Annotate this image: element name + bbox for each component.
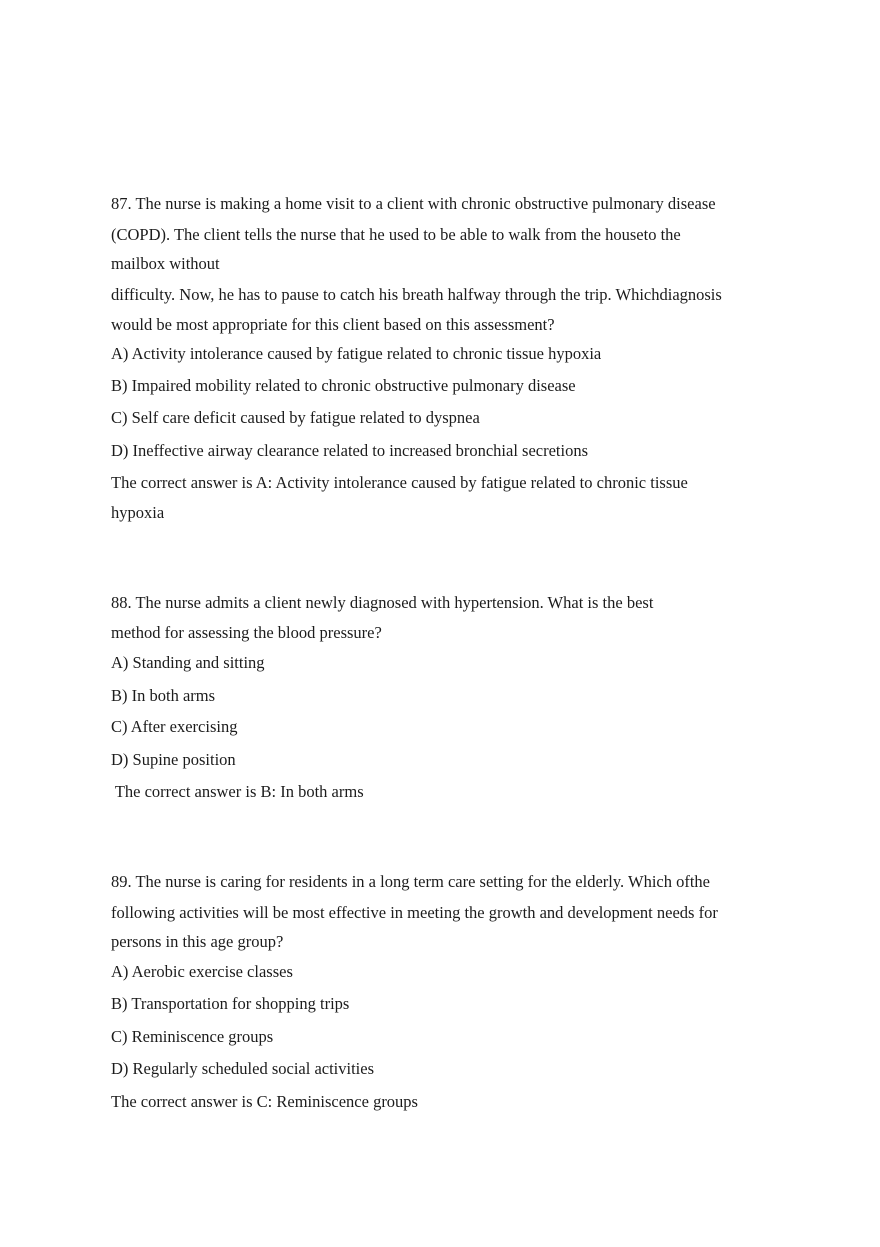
answer-option-d: D) Regularly scheduled social activities [111, 1059, 375, 1078]
question-stem-line: persons in this age group? [111, 932, 284, 951]
correct-answer-line: The correct answer is A: Activity intolerance caused by fatigue related to chronic tissue [111, 473, 688, 492]
correct-answer-line: The correct answer is B: In both arms [111, 782, 364, 801]
answer-option-c: C) After exercising [111, 717, 238, 736]
question-stem-line: 89. The nurse is caring for residents in a long term care setting for the elderly. Which ofthe [111, 872, 711, 891]
question-stem-line: 87. The nurse is making a home visit to a client with chronic obstructive pulmonary disease [111, 194, 716, 213]
question-stem-line: mailbox without [111, 254, 220, 273]
answer-option-c: C) Self care deficit caused by fatigue related to dyspnea [111, 408, 480, 427]
question-stem-line: following activities will be most effective in meeting the growth and development needs for [111, 903, 718, 922]
answer-option-c: C) Reminiscence groups [111, 1027, 274, 1046]
correct-answer-line: The correct answer is C: Reminiscence groups [111, 1092, 418, 1111]
question-stem-line: difficulty. Now, he has to pause to catch his breath halfway through the trip. Whichdiagnosis [111, 285, 722, 304]
correct-answer-line: hypoxia [111, 503, 165, 522]
answer-option-b: B) In both arms [111, 686, 216, 705]
answer-option-a: A) Activity intolerance caused by fatigue related to chronic tissue hypoxia [111, 344, 602, 363]
answer-option-d: D) Supine position [111, 750, 236, 769]
answer-option-a: A) Standing and sitting [111, 653, 265, 672]
question-stem-line: (COPD). The client tells the nurse that he used to be able to walk from the houseto the [111, 225, 681, 244]
question-stem-line: 88. The nurse admits a client newly diagnosed with hypertension. What is the best [111, 593, 654, 612]
answer-option-b: B) Transportation for shopping trips [111, 994, 350, 1013]
question-stem-line: would be most appropriate for this client based on this assessment? [111, 315, 555, 334]
question-stem-line: method for assessing the blood pressure? [111, 623, 382, 642]
answer-option-d: D) Ineffective airway clearance related to increased bronchial secretions [111, 441, 589, 460]
answer-option-a: A) Aerobic exercise classes [111, 962, 293, 981]
answer-option-b: B) Impaired mobility related to chronic obstructive pulmonary disease [111, 376, 576, 395]
